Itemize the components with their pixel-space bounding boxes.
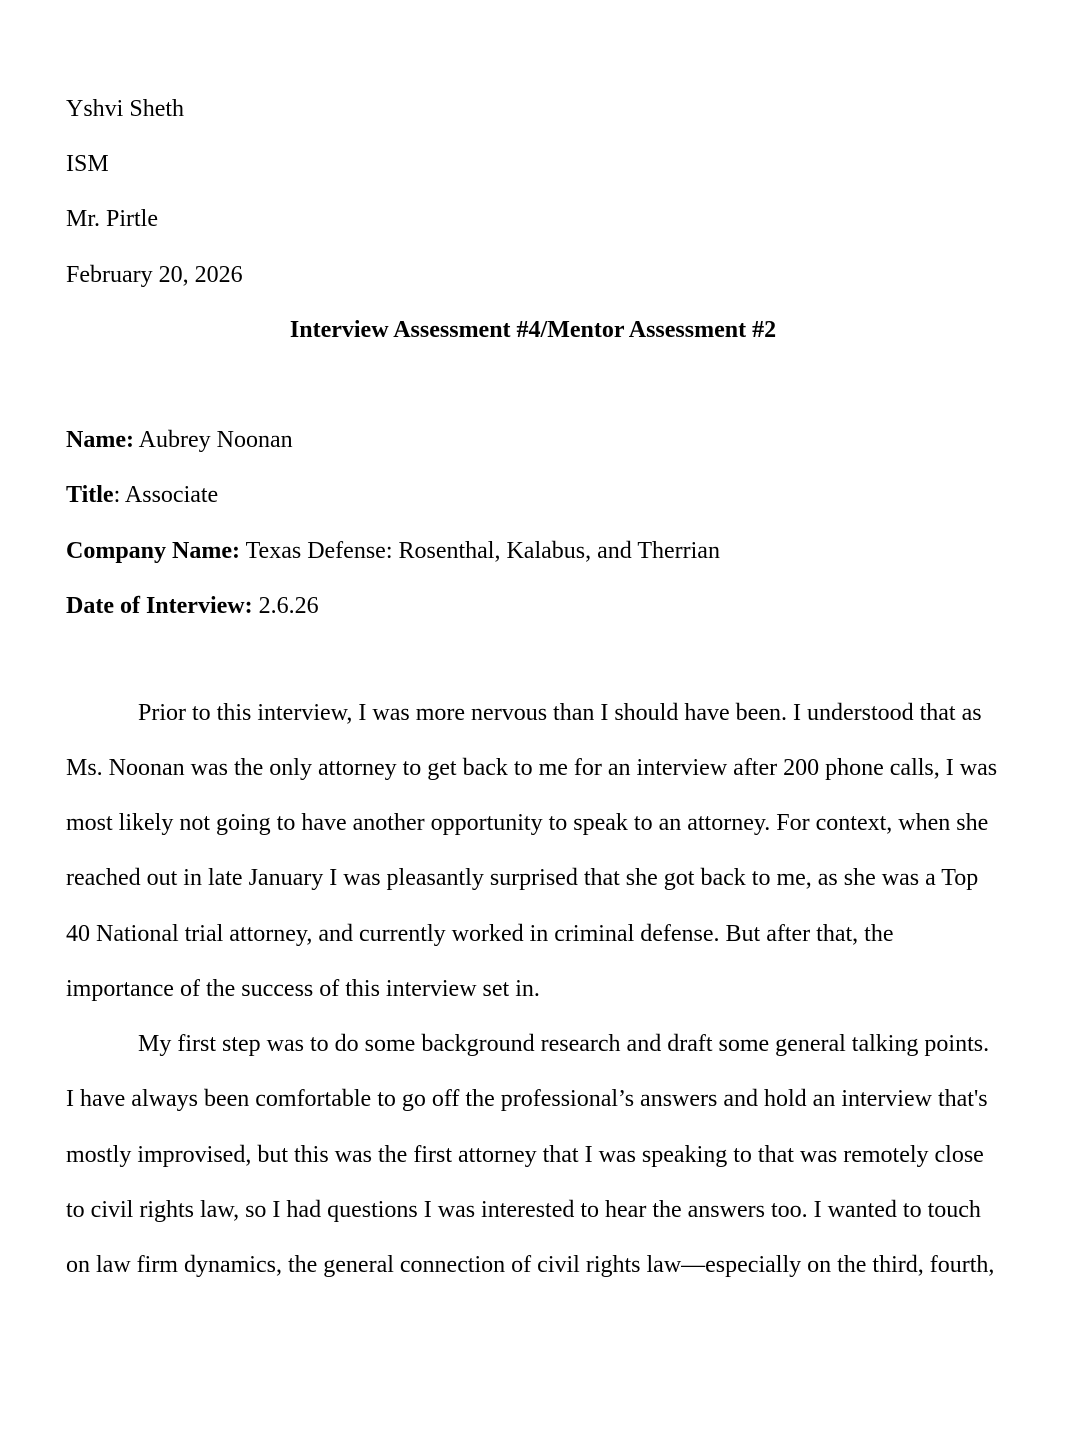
- title-field: [66, 480, 1000, 535]
- interview-date-value: 2.6.26: [252, 592, 319, 619]
- student-name: Yshvi Sheth: [66, 96, 185, 122]
- title-label: Title: [66, 482, 114, 509]
- course-name: ISM: [66, 151, 109, 178]
- company-value: Texas Defense: Rosenthal, Kalabus, and Therrian: [240, 537, 720, 564]
- spacer: [66, 370, 1000, 425]
- teacher-name: Mr. Pirtle: [66, 206, 159, 233]
- interview-date-field: [66, 591, 1000, 646]
- company-label: Company Name:: [66, 537, 240, 564]
- company-field: [66, 536, 1000, 591]
- title-value: : Associate: [113, 482, 219, 509]
- name-label: Name:: [66, 427, 134, 454]
- name-value: Aubrey Noonan: [133, 427, 293, 454]
- document-date: February 20, 2026: [66, 261, 243, 288]
- document-title: Interview Assessment #4/Mentor Assessment #2: [289, 316, 777, 343]
- document-page: [66, 94, 1000, 1293]
- interview-date-label: Date of Interview:: [66, 592, 253, 619]
- body-paragraph-1: Prior to this interview, I was more nervous than I should have been. I understood that as Ms. Noonan was the only attorney to get back to me for an interview after 200 phone calls, I was most likely not going to have another opportunity to speak to an attorney. For context, when she reached out in late January I was pleasantly surprised that she got back to me, as she was a Top 40 National trial attorney, and currently worked in criminal defense. But after that, the importance of the success of this interview set in.: [66, 699, 998, 1002]
- body-paragraph-2: My first step was to do some background research and draft some general talking points. I have always been comfortable to go off the professional’s answers and hold an interview that's mostly improvised, but this was the first attorney that I was speaking to that was remotely close to civil rights law, so I had questions I was interested to hear the answers too. I wanted to touch on law firm dynamics, the general connection of civil rights law—especially on the third, fourth,: [66, 1031, 995, 1278]
- name-field: [66, 425, 1000, 480]
